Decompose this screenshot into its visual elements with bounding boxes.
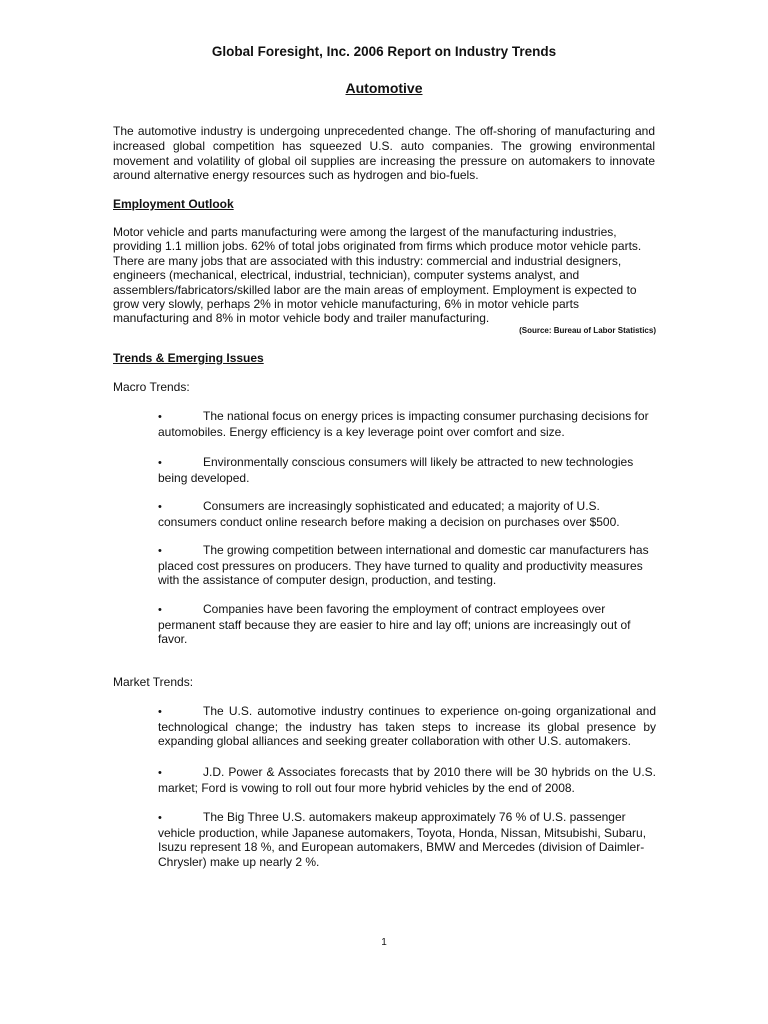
bullet-text: The growing competition between international and domestic car manufacturers has placed cost pressures on producers. They have turned to quality and productivity measures with the assistance of computer design, production, and testing.: [158, 543, 649, 588]
macro-trend-item: [158, 409, 656, 439]
trends-heading: Trends & Emerging Issues: [113, 351, 264, 365]
employment-outlook-heading: Employment Outlook: [113, 197, 234, 211]
employment-outlook-paragraph: Motor vehicle and parts manufacturing were among the largest of the manufacturing industries, providing 1.1 million jobs. 62% of total jobs originated from firms which produce motor vehicle parts. There are many jobs that are associated with this industry: commercial and industrial designers, engineers (mechanical, electrical, industrial, technician), computer systems analyst, and assemblers/fabricators/skilled labor are the main areas of employment. Employment is expected to grow very slowly, perhaps 2% in motor vehicle manufacturing, 6% in motor vehicle parts manufacturing and 8% in motor vehicle body and trailer manufacturing.: [113, 225, 642, 326]
market-trend-item: [158, 765, 656, 795]
document-title: Global Foresight, Inc. 2006 Report on Industry Trends: [211, 44, 557, 59]
macro-trends-label: Macro Trends:: [113, 380, 190, 394]
page-number: 1: [381, 937, 387, 948]
bullet-text: Consumers are increasingly sophisticated and educated; a majority of U.S. consumers conduct online research before making a decision on purchases over $500.: [158, 499, 620, 529]
macro-trend-item: [158, 543, 656, 588]
bullet-text: The U.S. automotive industry continues to experience on-going organizational and technological change; the industry has taken steps to increase its global presence by expanding global alliances and seeking greater collaboration with other U.S. automakers.: [158, 704, 656, 749]
intro-paragraph: The automotive industry is undergoing unprecedented change. The off-shoring of manufacturing and increased global competition has squeezed U.S. auto companies. The growing environmental movement and volatility of global oil supplies are increasing the pressure on automakers to innovate around alternative energy resources such as hydrogen and bio-fuels.: [113, 124, 655, 183]
macro-trend-item: [158, 455, 656, 485]
section-title: Automotive: [345, 80, 423, 96]
bullet-icon: •: [158, 812, 162, 824]
bullet-text: Companies have been favoring the employment of contract employees over permanent staff because they are easier to hire and lay off; unions are increasingly out of favor.: [158, 602, 631, 647]
bullet-icon: •: [158, 411, 162, 423]
bullet-icon: •: [158, 767, 162, 779]
macro-trend-item: [158, 602, 656, 647]
market-trends-label: Market Trends:: [113, 675, 194, 689]
source-citation: (Source: Bureau of Labor Statistics): [519, 326, 656, 335]
bullet-icon: •: [158, 706, 162, 718]
bullet-icon: •: [158, 457, 162, 469]
bullet-icon: •: [158, 604, 162, 616]
bullet-text: Environmentally conscious consumers will likely be attracted to new technologies being developed.: [158, 455, 634, 485]
macro-trend-item: [158, 499, 656, 529]
bullet-icon: •: [158, 501, 162, 513]
bullet-text: J.D. Power & Associates forecasts that by 2010 there will be 30 hybrids on the U.S. market; Ford is vowing to roll out four more hybrid vehicles by the end of 2008.: [158, 765, 656, 795]
market-trend-item: [158, 810, 656, 869]
market-trend-item: [158, 704, 656, 749]
bullet-icon: •: [158, 545, 162, 557]
bullet-text: The Big Three U.S. automakers makeup approximately 76 % of U.S. passenger vehicle production, while Japanese automakers, Toyota, Honda, Nissan, Mitsubishi, Subaru, Isuzu represent 18 %, and European automakers, BMW and Mercedes (division of Daimler-Chrysler) make up nearly 2 %.: [158, 810, 647, 869]
bullet-text: The national focus on energy prices is impacting consumer purchasing decisions for automobiles. Energy efficiency is a key leverage point over comfort and size.: [158, 409, 649, 439]
